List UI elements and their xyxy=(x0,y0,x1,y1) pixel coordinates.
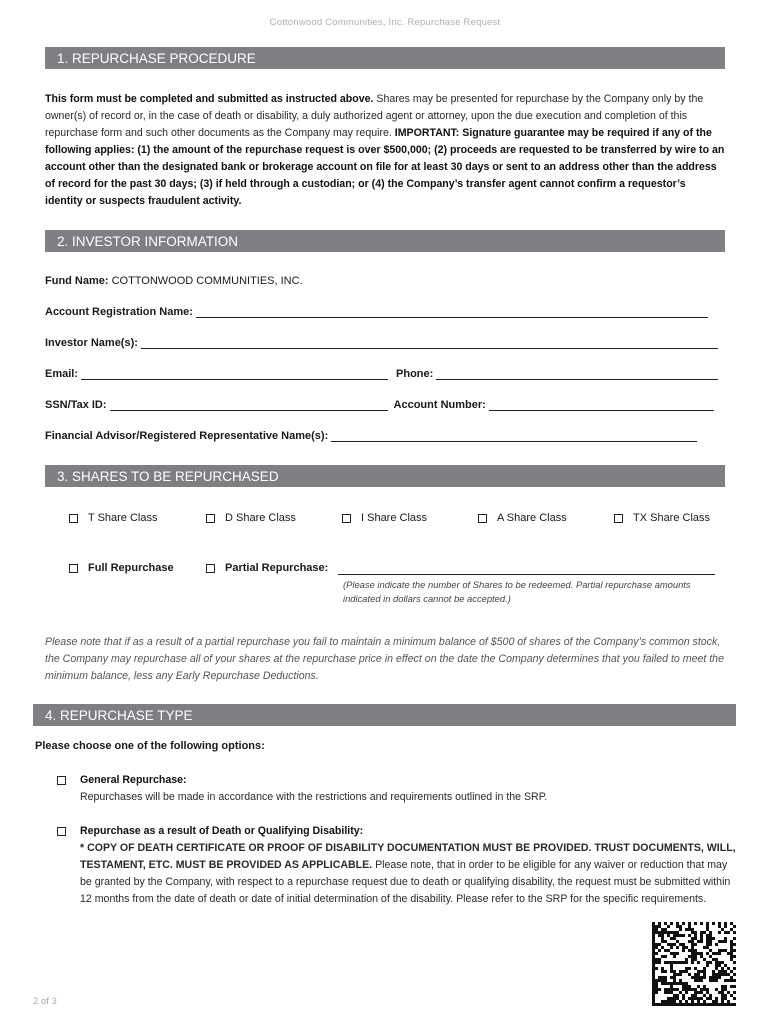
tx-share-checkbox[interactable] xyxy=(614,514,623,523)
partial-repurchase-label: Partial Repurchase: xyxy=(225,562,329,574)
fund-name-label: Fund Name: xyxy=(45,275,109,287)
death-disability-body: Please note, that in order to be eligible for any waiver or reduction that may be granted by the Company, with respect to a repurchase request due to death or qualifying disability, the request must be submitted within 12 months from the date of death or date of initial determination of the disability. Please refer to the SRP for the specific requirements. xyxy=(80,859,731,905)
account-number-label: Account Number: xyxy=(393,399,486,411)
i-share-checkbox[interactable] xyxy=(342,514,351,523)
death-disability-option xyxy=(80,823,740,908)
email-field[interactable] xyxy=(81,368,388,380)
advisor-row xyxy=(45,430,697,442)
investor-names-row xyxy=(45,337,718,349)
partial-repurchase-checkbox[interactable] xyxy=(206,564,215,573)
partial-note-line-1: (Please indicate the number of Shares to be redeemed. Partial repurchase amounts xyxy=(343,579,691,590)
share-class-label: T Share Class xyxy=(88,512,158,524)
partial-repurchase-option[interactable] xyxy=(206,562,328,574)
fund-name-row xyxy=(45,275,303,287)
general-repurchase-checkbox[interactable] xyxy=(57,776,66,785)
section-3-heading: 3. SHARES TO BE REPURCHASED xyxy=(45,465,725,487)
page-number: 2 of 3 xyxy=(33,996,57,1007)
share-class-label: I Share Class xyxy=(361,512,428,524)
share-class-label: A Share Class xyxy=(497,512,567,524)
repurchase-type-instruction: Please choose one of the following options: xyxy=(35,740,265,752)
general-repurchase-title: General Repurchase: xyxy=(80,774,187,786)
death-disability-title: Repurchase as a result of Death or Qualifying Disability: xyxy=(80,825,364,837)
full-repurchase-label: Full Repurchase xyxy=(88,562,174,574)
email-phone-row xyxy=(45,368,718,380)
data-matrix-code xyxy=(652,922,736,1006)
section-2-heading: 2. INVESTOR INFORMATION xyxy=(45,230,725,252)
share-class-option[interactable] xyxy=(206,512,296,524)
general-repurchase-option xyxy=(80,772,730,806)
minimum-balance-note: Please note that if as a result of a partial repurchase you fail to maintain a minimum balance of $500 of shares of the Company’s common stock, the Company may repurchase all of your shares at the repurchase price in effect on the date the Company determines that you failed to meet the minimum balance, less any Early Repurchase Deductions. xyxy=(45,636,724,682)
phone-field[interactable] xyxy=(436,368,718,380)
partial-repurchase-note xyxy=(343,578,691,606)
share-class-option[interactable] xyxy=(69,512,158,524)
section-4-heading: 4. REPURCHASE TYPE xyxy=(33,704,736,726)
procedure-intro: This form must be completed and submitted as instructed above. xyxy=(45,93,374,105)
investor-names-label: Investor Name(s): xyxy=(45,337,138,349)
death-disability-requirement: * COPY OF DEATH CERTIFICATE OR PROOF OF DISABILITY DOCUMENTATION MUST BE PROVIDED. TRUST DOCUMENTS, WILL, TESTAMENT, ETC. MUST BE PROVIDED AS APPLICABLE. xyxy=(80,842,736,871)
account-registration-row xyxy=(45,306,708,318)
share-class-label: D Share Class xyxy=(225,512,296,524)
t-share-checkbox[interactable] xyxy=(69,514,78,523)
document-header: Cottonwood Communities, Inc. Repurchase Request xyxy=(269,17,501,28)
procedure-important: IMPORTANT: Signature guarantee may be required if any of the following applies: (1) the amount of the repurchase request is over $500,000; (2) proceeds are requested to be transferred by wire to an account other than the designated bank or brokerage account on file for at least 30 days or sent to an address other than the address of record for the past 30 days; (3) if held through a custodian; or (4) the Company’s transfer agent cannot confirm a requestor’s identity or suspects fraudulent activity. xyxy=(45,127,725,207)
account-registration-field[interactable] xyxy=(196,306,708,318)
ssn-field[interactable] xyxy=(110,399,388,411)
phone-label: Phone: xyxy=(396,368,434,380)
ssn-label: SSN/Tax ID: xyxy=(45,399,107,411)
partial-repurchase-field[interactable] xyxy=(338,563,715,575)
death-disability-checkbox[interactable] xyxy=(57,827,66,836)
ssn-account-row xyxy=(45,399,714,411)
advisor-field[interactable] xyxy=(331,430,697,442)
investor-names-field[interactable] xyxy=(141,337,718,349)
general-repurchase-desc: Repurchases will be made in accordance with the restrictions and requirements outlined in the SRP. xyxy=(80,791,548,803)
account-registration-label: Account Registration Name: xyxy=(45,306,193,318)
procedure-body: Shares may be presented for repurchase by the Company only by the owner(s) of record or, in the case of death or disability, a duly authorized agent or attorney, upon the due execution and completion of this repurchase form and such other documents as the Company may require. xyxy=(45,93,704,139)
d-share-checkbox[interactable] xyxy=(206,514,215,523)
share-class-option[interactable] xyxy=(614,512,710,524)
email-label: Email: xyxy=(45,368,79,380)
a-share-checkbox[interactable] xyxy=(478,514,487,523)
partial-note-line-2: indicated in dollars cannot be accepted.) xyxy=(343,593,511,604)
advisor-label: Financial Advisor/Registered Representative Name(s): xyxy=(45,430,329,442)
share-class-label: TX Share Class xyxy=(633,512,711,524)
share-class-option[interactable] xyxy=(342,512,427,524)
full-repurchase-checkbox[interactable] xyxy=(69,564,78,573)
section-1-heading: 1. REPURCHASE PROCEDURE xyxy=(45,47,725,69)
share-class-option[interactable] xyxy=(478,512,567,524)
full-repurchase-option[interactable] xyxy=(69,562,174,574)
fund-name-value: COTTONWOOD COMMUNITIES, INC. xyxy=(111,275,303,287)
account-number-field[interactable] xyxy=(489,399,714,411)
repurchase-procedure-text xyxy=(45,91,726,210)
